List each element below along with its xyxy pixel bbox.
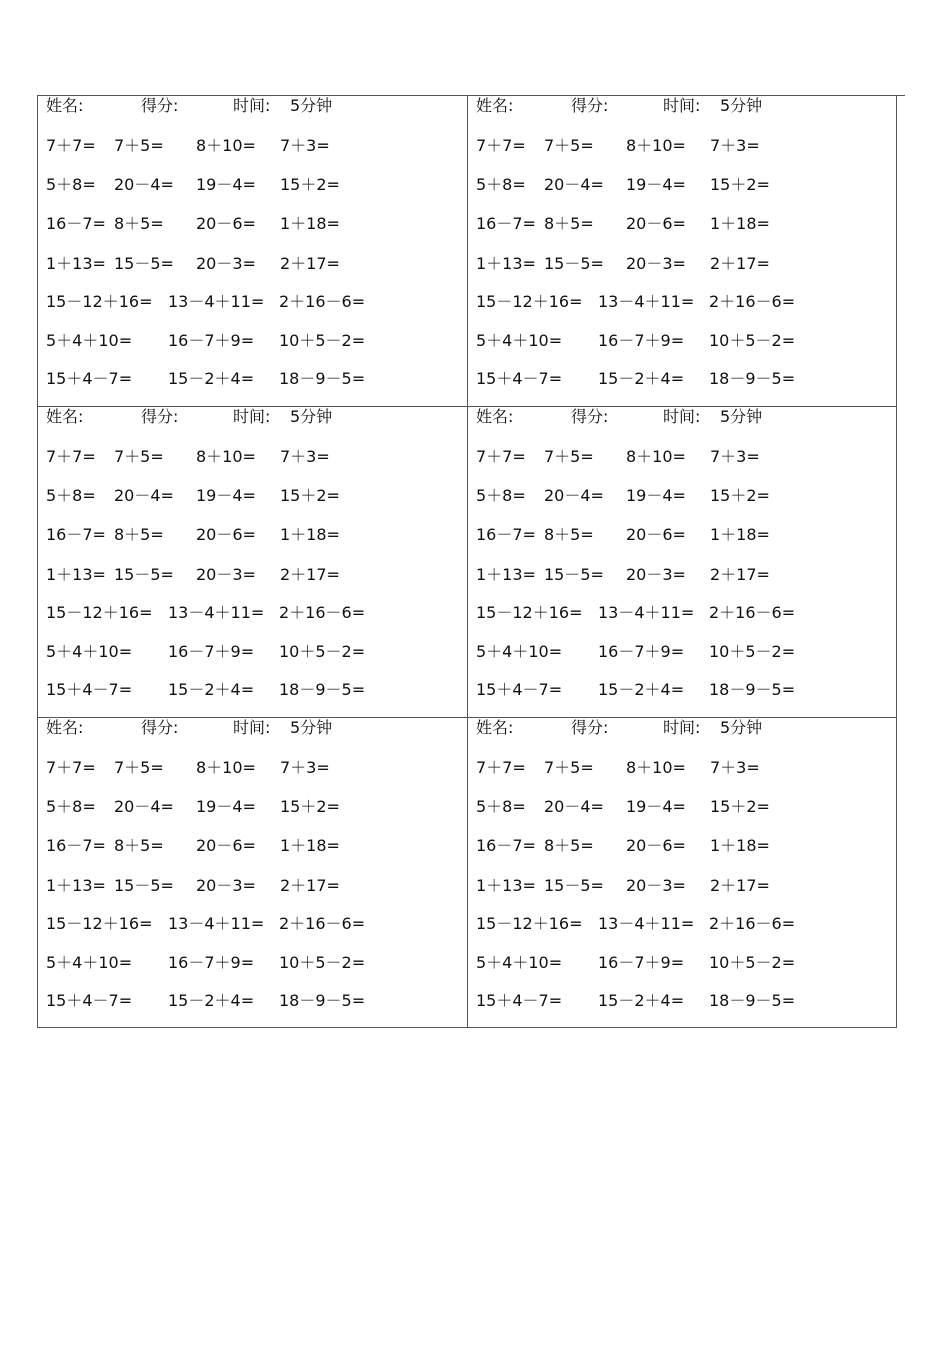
- math-problem: 20－3=: [626, 565, 686, 584]
- math-problem: 15＋2=: [710, 175, 770, 194]
- math-problem: 15－2＋4=: [598, 369, 685, 388]
- math-problem: 2＋16－6=: [279, 914, 366, 933]
- math-problem: 16－7=: [476, 525, 536, 544]
- math-problem: 5＋8=: [46, 175, 96, 194]
- math-problem: 15＋2=: [280, 486, 340, 505]
- math-problem: 15－5=: [544, 876, 604, 895]
- math-problem: 20－6=: [626, 525, 686, 544]
- math-problem: 1＋13=: [46, 565, 106, 584]
- math-problem: 15＋4－7=: [46, 369, 133, 388]
- math-problem: 1＋13=: [46, 254, 106, 273]
- math-problem: 5＋4＋10=: [46, 331, 133, 350]
- math-problem: 19－4=: [196, 797, 256, 816]
- math-problem: 7＋5=: [114, 136, 164, 155]
- math-problem: 8＋10=: [626, 136, 686, 155]
- math-problem: 15＋4－7=: [476, 369, 563, 388]
- math-problem: 20－4=: [544, 486, 604, 505]
- math-problem: 2＋16－6=: [279, 603, 366, 622]
- math-problem: 7＋3=: [710, 758, 760, 777]
- math-problem: 2＋16－6=: [279, 292, 366, 311]
- math-problem: 20－4=: [544, 175, 604, 194]
- worksheet-block: [468, 407, 896, 718]
- math-problem: 20－3=: [196, 876, 256, 895]
- math-problem: 20－6=: [626, 214, 686, 233]
- math-problem: 2＋17=: [280, 565, 340, 584]
- header-time-label: 时间:: [663, 407, 701, 426]
- math-problem: 13－4＋11=: [598, 292, 695, 311]
- header-name-label: 姓名:: [476, 718, 514, 737]
- math-problem: 20－3=: [626, 876, 686, 895]
- header-score-label: 得分:: [141, 718, 179, 737]
- header-name-label: 姓名:: [476, 96, 514, 115]
- math-problem: 1＋13=: [476, 254, 536, 273]
- math-problem: 15－2＋4=: [598, 991, 685, 1010]
- math-problem: 16－7＋9=: [168, 642, 255, 661]
- math-problem: 1＋18=: [280, 836, 340, 855]
- math-problem: 16－7＋9=: [168, 953, 255, 972]
- border-line: [896, 95, 905, 96]
- math-problem: 20－6=: [196, 525, 256, 544]
- header-name-label: 姓名:: [46, 718, 84, 737]
- math-problem: 10＋5－2=: [279, 953, 366, 972]
- worksheet-block: [468, 96, 896, 407]
- math-problem: 7＋7=: [46, 447, 96, 466]
- math-problem: 15＋4－7=: [476, 991, 563, 1010]
- math-problem: 2＋17=: [710, 565, 770, 584]
- math-problem: 2＋16－6=: [709, 292, 796, 311]
- math-problem: 15－12＋16=: [476, 914, 583, 933]
- math-problem: 15－5=: [544, 254, 604, 273]
- math-problem: 10＋5－2=: [709, 642, 796, 661]
- header-time-value: 5分钟: [290, 718, 333, 737]
- header-time-label: 时间:: [233, 718, 271, 737]
- worksheet-block: [38, 96, 468, 407]
- math-problem: 20－6=: [196, 836, 256, 855]
- math-problem: 8＋10=: [196, 447, 256, 466]
- math-problem: 16－7＋9=: [598, 642, 685, 661]
- math-problem: 15－5=: [114, 254, 174, 273]
- math-problem: 13－4＋11=: [168, 292, 265, 311]
- math-problem: 19－4=: [626, 486, 686, 505]
- header-time-label: 时间:: [663, 718, 701, 737]
- math-problem: 15＋2=: [710, 486, 770, 505]
- math-problem: 13－4＋11=: [168, 914, 265, 933]
- math-problem: 19－4=: [626, 175, 686, 194]
- math-problem: 16－7＋9=: [168, 331, 255, 350]
- math-problem: 19－4=: [196, 175, 256, 194]
- math-problem: 1＋13=: [46, 876, 106, 895]
- worksheet-grid: [37, 95, 897, 1028]
- math-problem: 8＋10=: [626, 447, 686, 466]
- math-problem: 8＋5=: [544, 836, 594, 855]
- math-problem: 19－4=: [626, 797, 686, 816]
- math-problem: 8＋5=: [544, 214, 594, 233]
- math-problem: 15＋2=: [280, 175, 340, 194]
- header-name-label: 姓名:: [46, 96, 84, 115]
- header-time-value: 5分钟: [720, 718, 763, 737]
- header-time-label: 时间:: [663, 96, 701, 115]
- math-problem: 16－7=: [46, 525, 106, 544]
- math-problem: 7＋3=: [280, 136, 330, 155]
- math-problem: 15＋2=: [280, 797, 340, 816]
- math-problem: 15－12＋16=: [46, 603, 153, 622]
- math-problem: 18－9－5=: [279, 991, 366, 1010]
- math-problem: 5＋4＋10=: [476, 953, 563, 972]
- math-problem: 7＋7=: [476, 447, 526, 466]
- worksheet-block: [38, 407, 468, 718]
- math-problem: 5＋8=: [46, 486, 96, 505]
- header-score-label: 得分:: [571, 96, 609, 115]
- math-problem: 5＋4＋10=: [476, 642, 563, 661]
- header-time-label: 时间:: [233, 96, 271, 115]
- math-problem: 5＋8=: [476, 175, 526, 194]
- math-problem: 16－7=: [476, 214, 536, 233]
- math-problem: 15＋2=: [710, 797, 770, 816]
- header-score-label: 得分:: [571, 718, 609, 737]
- math-problem: 15－12＋16=: [46, 914, 153, 933]
- header-name-label: 姓名:: [476, 407, 514, 426]
- math-problem: 15－2＋4=: [168, 680, 255, 699]
- math-problem: 7＋3=: [280, 758, 330, 777]
- math-problem: 8＋10=: [196, 136, 256, 155]
- math-problem: 8＋10=: [626, 758, 686, 777]
- math-problem: 7＋7=: [46, 758, 96, 777]
- math-problem: 20－4=: [114, 486, 174, 505]
- math-problem: 2＋17=: [710, 254, 770, 273]
- math-problem: 2＋17=: [280, 254, 340, 273]
- worksheet-block: [468, 718, 896, 1027]
- header-time-value: 5分钟: [290, 407, 333, 426]
- math-problem: 18－9－5=: [279, 680, 366, 699]
- math-problem: 15＋4－7=: [46, 991, 133, 1010]
- math-problem: 5＋4＋10=: [46, 953, 133, 972]
- math-problem: 7＋3=: [710, 447, 760, 466]
- math-problem: 20－3=: [196, 565, 256, 584]
- math-problem: 2＋16－6=: [709, 603, 796, 622]
- math-problem: 13－4＋11=: [598, 603, 695, 622]
- math-problem: 7＋5=: [114, 447, 164, 466]
- math-problem: 20－6=: [196, 214, 256, 233]
- math-problem: 20－3=: [196, 254, 256, 273]
- math-problem: 2＋17=: [280, 876, 340, 895]
- math-problem: 7＋5=: [544, 136, 594, 155]
- math-problem: 7＋5=: [544, 447, 594, 466]
- math-problem: 20－4=: [114, 175, 174, 194]
- math-problem: 10＋5－2=: [279, 642, 366, 661]
- math-problem: 15－5=: [114, 565, 174, 584]
- math-problem: 18－9－5=: [279, 369, 366, 388]
- math-problem: 1＋18=: [280, 214, 340, 233]
- math-problem: 15－12＋16=: [476, 603, 583, 622]
- math-problem: 16－7=: [46, 836, 106, 855]
- math-problem: 1＋18=: [280, 525, 340, 544]
- math-problem: 8＋5=: [114, 214, 164, 233]
- math-problem: 10＋5－2=: [709, 331, 796, 350]
- math-problem: 15－5=: [114, 876, 174, 895]
- math-problem: 2＋17=: [710, 876, 770, 895]
- math-problem: 20－4=: [544, 797, 604, 816]
- math-problem: 1＋18=: [710, 836, 770, 855]
- math-problem: 13－4＋11=: [598, 914, 695, 933]
- math-problem: 15－2＋4=: [598, 680, 685, 699]
- math-problem: 15＋4－7=: [476, 680, 563, 699]
- math-problem: 8＋5=: [544, 525, 594, 544]
- math-problem: 7＋3=: [710, 136, 760, 155]
- header-name-label: 姓名:: [46, 407, 84, 426]
- math-problem: 20－3=: [626, 254, 686, 273]
- math-problem: 5＋4＋10=: [46, 642, 133, 661]
- math-problem: 10＋5－2=: [709, 953, 796, 972]
- header-score-label: 得分:: [141, 407, 179, 426]
- math-problem: 18－9－5=: [709, 680, 796, 699]
- math-problem: 15－12＋16=: [476, 292, 583, 311]
- math-problem: 5＋4＋10=: [476, 331, 563, 350]
- math-problem: 7＋7=: [476, 136, 526, 155]
- math-problem: 1＋18=: [710, 214, 770, 233]
- math-problem: 19－4=: [196, 486, 256, 505]
- math-problem: 1＋18=: [710, 525, 770, 544]
- math-problem: 5＋8=: [476, 797, 526, 816]
- worksheet-block: [38, 718, 468, 1027]
- math-problem: 20－6=: [626, 836, 686, 855]
- math-problem: 13－4＋11=: [168, 603, 265, 622]
- math-problem: 7＋5=: [544, 758, 594, 777]
- math-problem: 15－12＋16=: [46, 292, 153, 311]
- header-time-label: 时间:: [233, 407, 271, 426]
- math-problem: 2＋16－6=: [709, 914, 796, 933]
- math-problem: 7＋7=: [46, 136, 96, 155]
- math-problem: 16－7＋9=: [598, 953, 685, 972]
- header-score-label: 得分:: [571, 407, 609, 426]
- header-time-value: 5分钟: [720, 407, 763, 426]
- math-problem: 20－4=: [114, 797, 174, 816]
- math-problem: 18－9－5=: [709, 991, 796, 1010]
- math-problem: 15－2＋4=: [168, 991, 255, 1010]
- math-problem: 8＋10=: [196, 758, 256, 777]
- math-problem: 1＋13=: [476, 876, 536, 895]
- math-problem: 7＋5=: [114, 758, 164, 777]
- math-problem: 16－7=: [476, 836, 536, 855]
- math-problem: 18－9－5=: [709, 369, 796, 388]
- math-problem: 8＋5=: [114, 525, 164, 544]
- math-problem: 7＋7=: [476, 758, 526, 777]
- header-time-value: 5分钟: [290, 96, 333, 115]
- math-problem: 8＋5=: [114, 836, 164, 855]
- header-time-value: 5分钟: [720, 96, 763, 115]
- math-problem: 15＋4－7=: [46, 680, 133, 699]
- math-problem: 16－7=: [46, 214, 106, 233]
- math-problem: 1＋13=: [476, 565, 536, 584]
- math-problem: 10＋5－2=: [279, 331, 366, 350]
- math-problem: 15－2＋4=: [168, 369, 255, 388]
- math-problem: 7＋3=: [280, 447, 330, 466]
- math-problem: 5＋8=: [46, 797, 96, 816]
- math-problem: 16－7＋9=: [598, 331, 685, 350]
- math-problem: 5＋8=: [476, 486, 526, 505]
- math-problem: 15－5=: [544, 565, 604, 584]
- header-score-label: 得分:: [141, 96, 179, 115]
